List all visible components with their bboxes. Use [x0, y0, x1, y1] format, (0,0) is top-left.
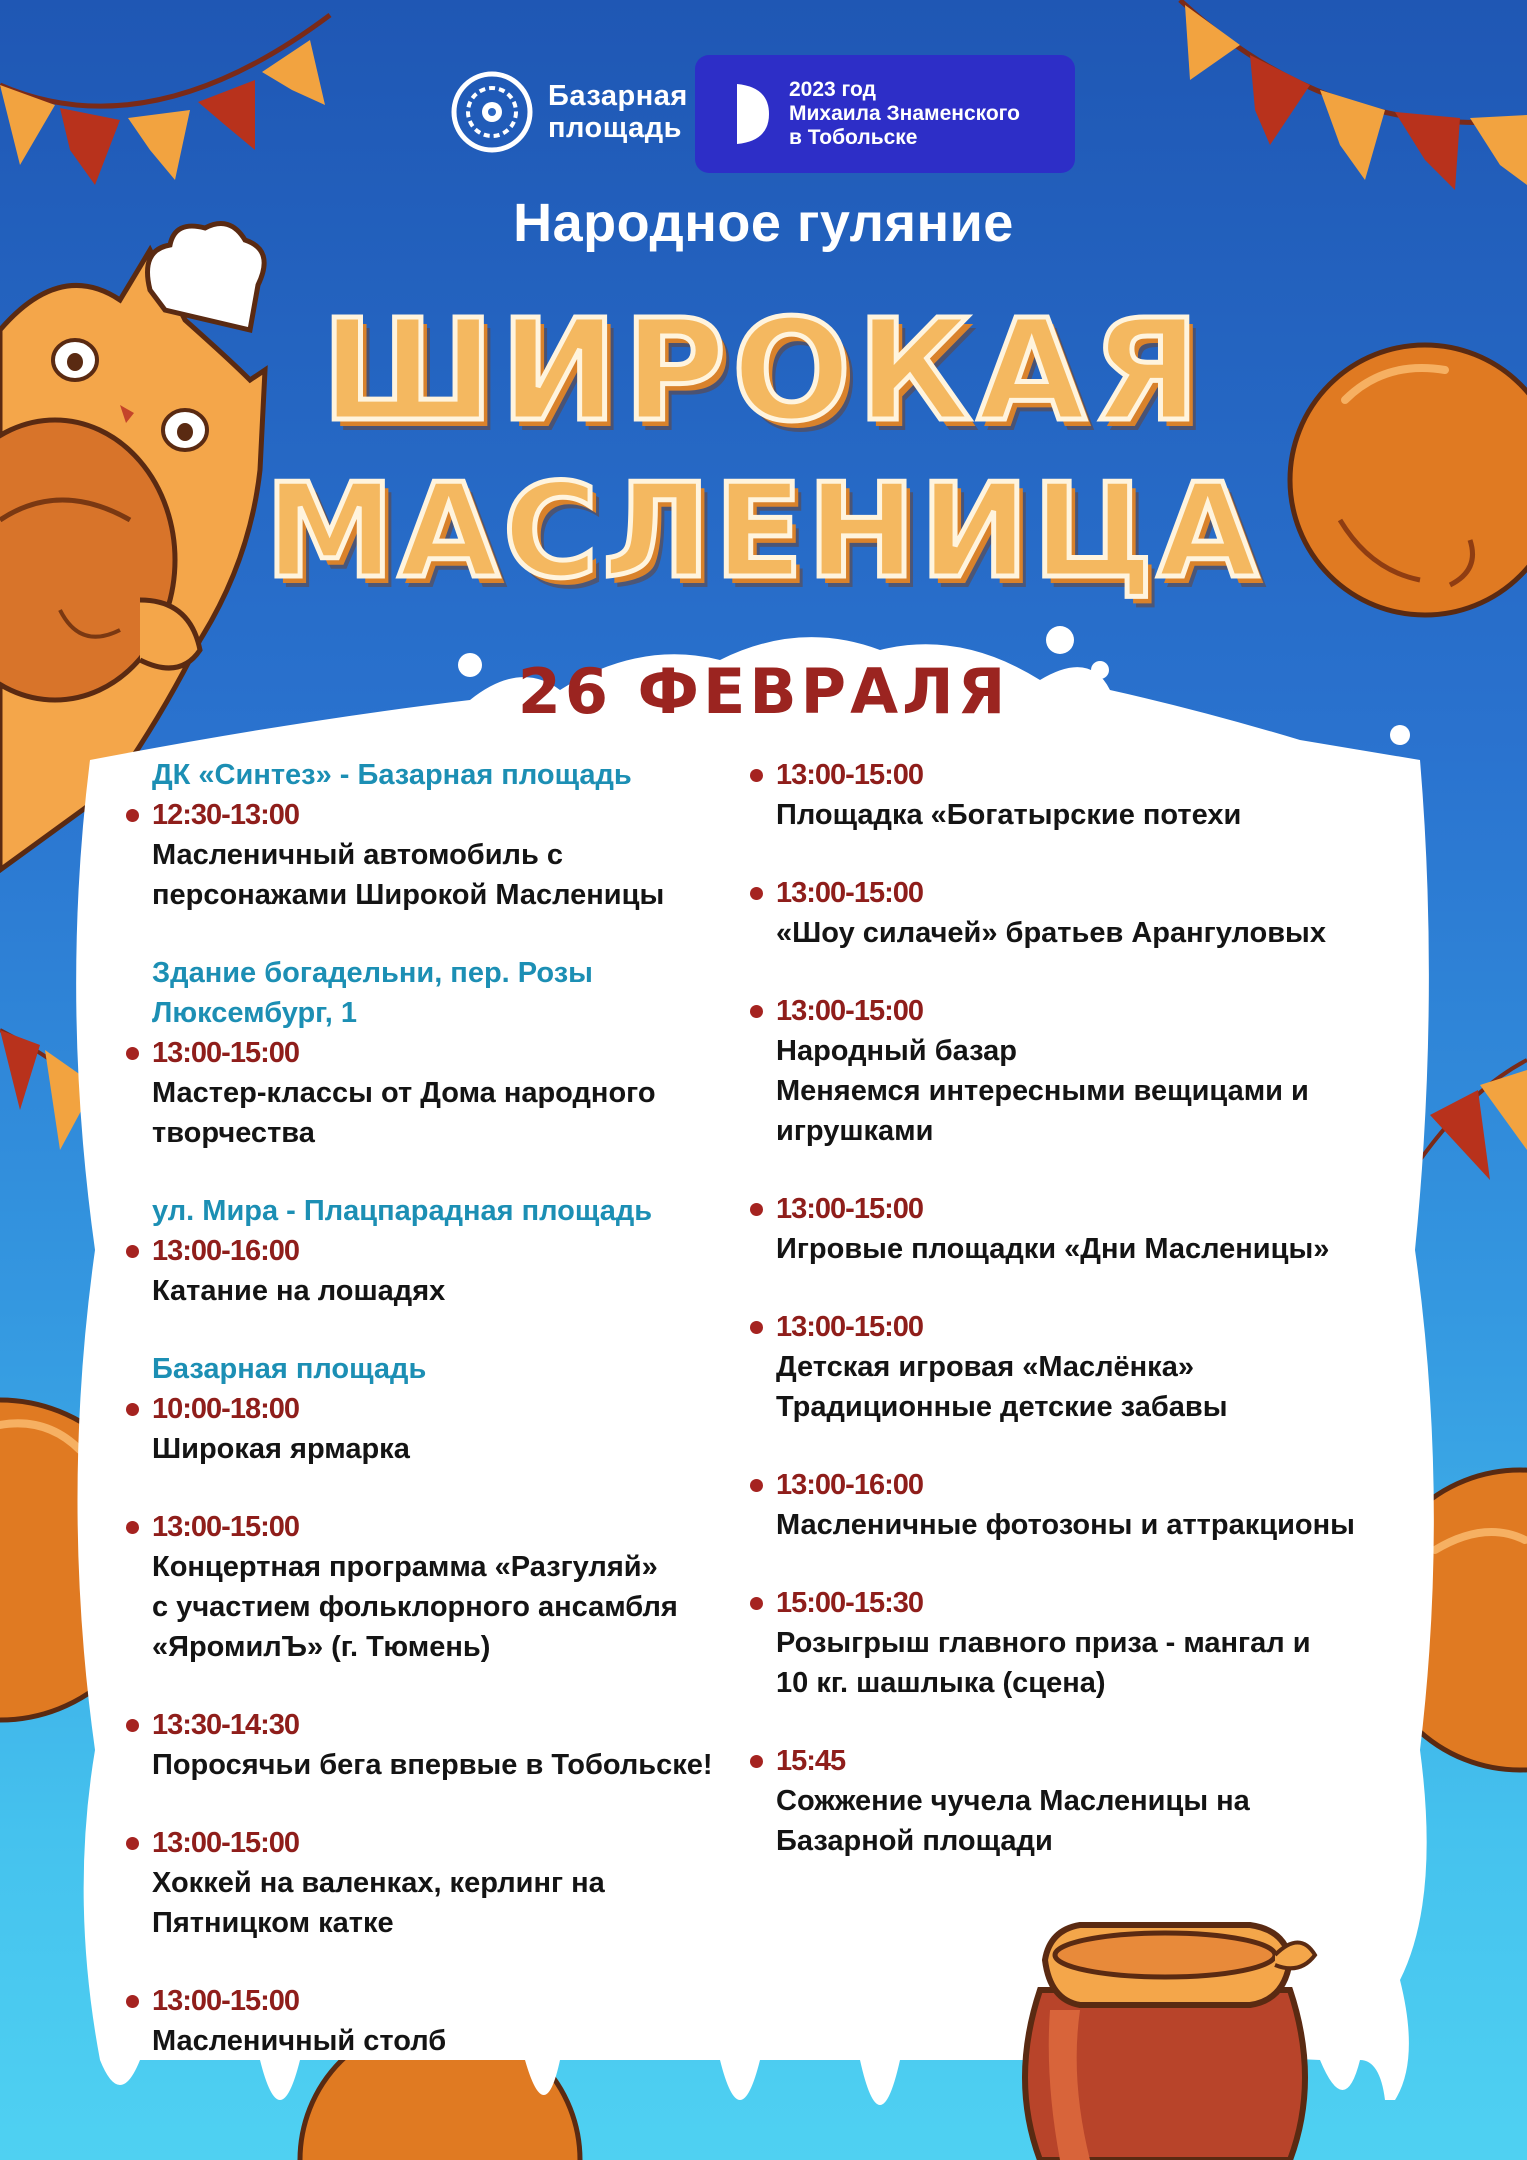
ornament-logo-icon — [450, 70, 534, 154]
schedule-time: 13:30-14:30 — [152, 1705, 742, 1745]
schedule-item — [152, 795, 742, 915]
schedule-item — [152, 1981, 742, 2061]
venue-group — [152, 1191, 742, 1311]
schedule-time: 15:45 — [776, 1741, 1386, 1781]
schedule-item — [776, 1465, 1386, 1545]
year-badge[interactable] — [695, 55, 1075, 173]
schedule-description: Розыгрыш главного приза - мангал и 10 кг. шашлыка (сцена) — [776, 1627, 1311, 1699]
schedule-time: 13:00-15:00 — [776, 1307, 1386, 1347]
schedule-item — [776, 1583, 1386, 1703]
bazar-logo-text: Базарная площадь — [548, 80, 688, 144]
schedule-time: 13:00-15:00 — [776, 1189, 1386, 1229]
schedule-item — [776, 873, 1386, 953]
event-subtitle: Народное гуляние — [513, 193, 1014, 253]
schedule-item — [152, 1033, 742, 1153]
schedule-item — [152, 1823, 742, 1943]
year-mark-icon — [733, 81, 773, 147]
venue-title: ул. Мира - Плацпарадная площадь — [152, 1195, 653, 1227]
schedule-time: 15:00-15:30 — [776, 1583, 1386, 1623]
event-date: 26 ФЕВРАЛЯ — [517, 655, 1010, 728]
schedule-description: Хоккей на валенках, керлинг на Пятницком катке — [152, 1867, 605, 1939]
schedule-item — [776, 1307, 1386, 1427]
schedule-item — [152, 1507, 742, 1667]
schedule-description: Мастер-классы от Дома народного творчества — [152, 1077, 656, 1149]
venue-title: Здание богадельни, пер. Розы Люксембург, 1 — [152, 957, 593, 1029]
schedule-item — [776, 1189, 1386, 1269]
schedule-description: Широкая ярмарка — [152, 1433, 410, 1465]
venue-group — [152, 1349, 742, 2061]
bazar-logo[interactable] — [450, 70, 688, 154]
year-badge-text: 2023 год Михаила Знаменского в Тобольске — [789, 78, 1020, 149]
schedule-item — [776, 1741, 1386, 1861]
schedule-item — [152, 1389, 742, 1469]
schedule-description: Концертная программа «Разгуляй» с участием фольклорного ансамбля «ЯромилЪ» (г. Тюмень) — [152, 1551, 678, 1663]
venue-group — [152, 953, 742, 1153]
schedule-description: Площадка «Богатырские потехи — [776, 799, 1242, 831]
event-title-line2: МАСЛЕНИЦА — [265, 455, 1262, 607]
schedule-time: 10:00-18:00 — [152, 1389, 742, 1429]
schedule-description: Сожжение чучела Масленицы на Базарной площади — [776, 1785, 1250, 1857]
honey-jar-illustration — [1025, 1925, 1315, 2160]
venue-title: Базарная площадь — [152, 1353, 427, 1385]
event-title-line1: ШИРОКАЯ — [321, 290, 1206, 453]
venue-title: ДК «Синтез» - Базарная площадь — [152, 759, 632, 791]
bunting-flag-icon — [0, 85, 55, 165]
schedule-time: 12:30-13:00 — [152, 795, 742, 835]
schedule-time: 13:00-15:00 — [152, 1033, 742, 1073]
program-right-column — [776, 755, 1386, 1899]
schedule-description: Детская игровая «Маслёнка» Традиционные детские забавы — [776, 1351, 1228, 1423]
schedule-item — [152, 1231, 742, 1311]
schedule-time: 13:00-16:00 — [776, 1465, 1386, 1505]
schedule-time: 13:00-15:00 — [152, 1823, 742, 1863]
schedule-item — [152, 1705, 742, 1785]
schedule-time: 13:00-15:00 — [776, 755, 1386, 795]
schedule-description: Масленичный столб — [152, 2025, 447, 2057]
schedule-time: 13:00-15:00 — [776, 991, 1386, 1031]
schedule-time: 13:00-16:00 — [152, 1231, 742, 1271]
schedule-description: Масленичные фотозоны и аттракционы — [776, 1509, 1355, 1541]
venue-group — [152, 755, 742, 915]
schedule-item — [776, 991, 1386, 1151]
schedule-description: Народный базар Меняемся интересными вещицами и игрушками — [776, 1035, 1309, 1147]
schedule-description: Масленичный автомобиль с персонажами Широкой Масленицы — [152, 839, 665, 911]
schedule-description: Игровые площадки «Дни Масленицы» — [776, 1233, 1330, 1265]
schedule-time: 13:00-15:00 — [152, 1981, 742, 2021]
schedule-item — [776, 755, 1386, 835]
schedule-time: 13:00-15:00 — [152, 1507, 742, 1547]
schedule-description: Катание на лошадях — [152, 1275, 446, 1307]
schedule-description: Поросячьи бега впервые в Тобольске! — [152, 1749, 713, 1781]
program-left-column — [152, 755, 742, 2099]
schedule-description: «Шоу силачей» братьев Арангуловых — [776, 917, 1326, 949]
schedule-time: 13:00-15:00 — [776, 873, 1386, 913]
